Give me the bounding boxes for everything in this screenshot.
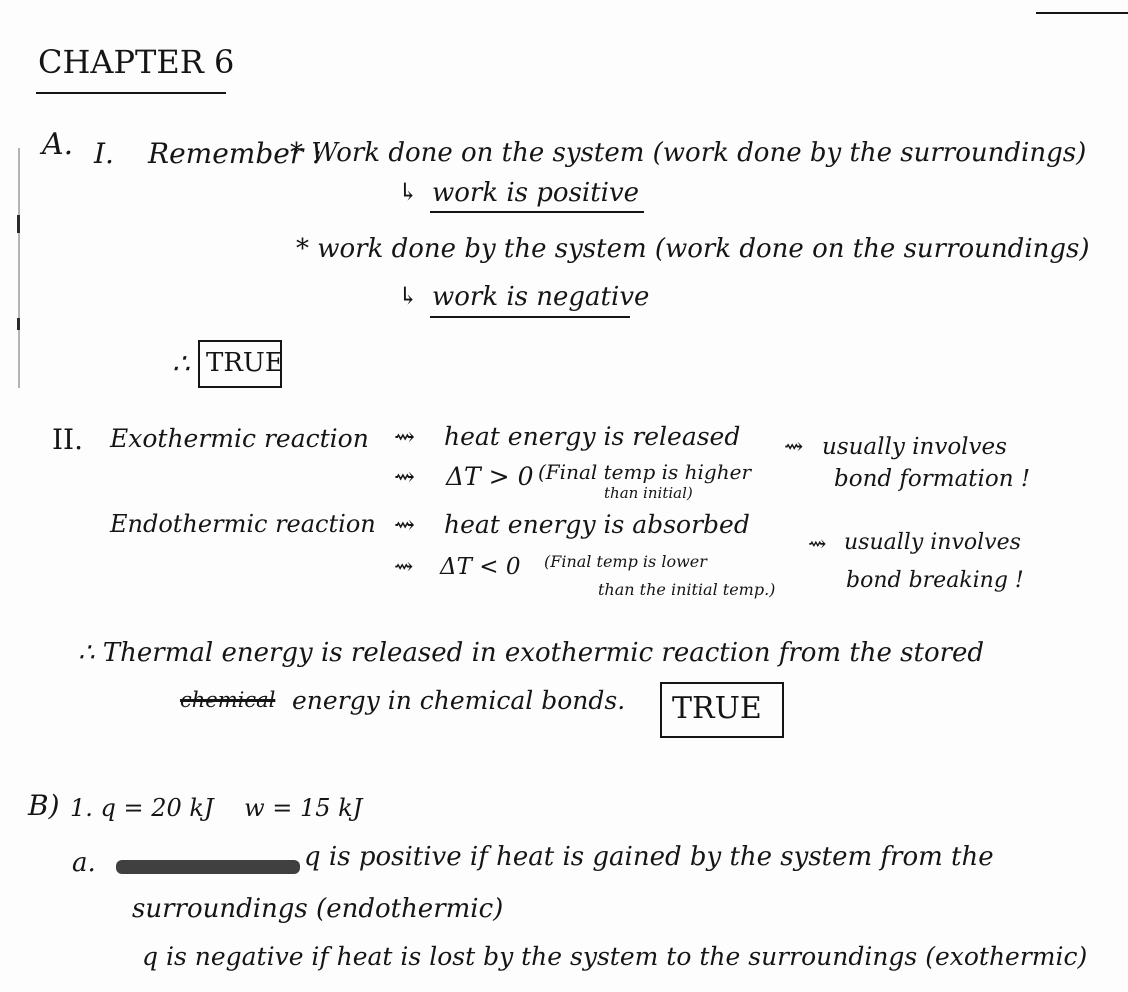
endo-delta-t: ΔT < 0 xyxy=(440,554,521,580)
endo-heat-absorbed: heat energy is absorbed xyxy=(444,510,750,539)
page-edge-line xyxy=(1036,12,1128,14)
arrow-icon: ↳ xyxy=(398,282,419,310)
squiggle-arrow-icon: ⇝ xyxy=(394,462,415,491)
exothermic-label: Exothermic reaction xyxy=(110,424,369,453)
exo-side-note-line1: usually involves xyxy=(822,434,1007,460)
work-by-system-line: * work done by the system (work done on the surroundings) xyxy=(296,234,1090,264)
chapter-title: CHAPTER 6 xyxy=(38,43,235,81)
conclusion-line1: ∴ Thermal energy is released in exothermic reaction from the stored xyxy=(78,638,985,668)
endo-side-note-line1: usually involves xyxy=(844,530,1021,555)
exo-temp-note-line1: (Final temp is higher xyxy=(538,460,752,484)
squiggle-arrow-icon: ⇝ xyxy=(784,434,804,460)
binder-mark xyxy=(17,318,20,330)
arrow-icon: ↳ xyxy=(398,178,419,206)
endo-temp-note-line2: than the initial temp.) xyxy=(598,580,776,599)
work-on-system-line: * Work done on the system (work done by the surroundings) xyxy=(290,138,1087,168)
q-negative-line: q is negative if heat is lost by the system to the surroundings (exothermic) xyxy=(142,942,1088,971)
section-i-label: I. xyxy=(94,137,114,170)
exo-delta-t: ΔT > 0 xyxy=(446,462,534,491)
sub-a-label: a. xyxy=(72,848,96,878)
conclusion-line2: energy in chemical bonds. xyxy=(292,686,626,715)
endo-temp-note-line1: (Final temp is lower xyxy=(544,552,707,571)
answer-true: TRUE xyxy=(206,348,284,378)
q-positive-line: q is positive if heat is gained by the system from the xyxy=(304,842,994,872)
chapter-title-underline xyxy=(36,92,226,94)
part-b-label: B) xyxy=(28,789,60,822)
part-a-label: A. xyxy=(42,127,74,162)
given-values: 1. q = 20 kJ w = 15 kJ xyxy=(70,794,363,822)
work-positive-underline xyxy=(430,211,644,213)
work-negative-underline xyxy=(430,316,630,318)
exo-temp-note-line2: than initial) xyxy=(604,484,693,502)
therefore-symbol: ∴ xyxy=(172,347,190,380)
exo-side-note-line2: bond formation ! xyxy=(834,466,1031,492)
answer-true: TRUE xyxy=(672,691,762,726)
squiggle-arrow-icon: ⇝ xyxy=(394,554,414,580)
struck-word-chemical: chemical xyxy=(180,688,276,712)
scribbled-out-text xyxy=(116,860,300,874)
endo-side-note-line2: bond breaking ! xyxy=(846,568,1024,593)
section-ii-label: II. xyxy=(52,423,84,456)
q-positive-line-cont: surroundings (endothermic) xyxy=(132,894,504,924)
endothermic-label: Endothermic reaction xyxy=(110,510,376,538)
binder-mark xyxy=(18,148,20,388)
squiggle-arrow-icon: ⇝ xyxy=(394,422,415,451)
squiggle-arrow-icon: ⇝ xyxy=(394,510,415,539)
work-negative-result: work is negative xyxy=(432,282,650,312)
exo-heat-released: heat energy is released xyxy=(444,422,741,451)
binder-mark xyxy=(17,215,20,233)
work-positive-result: work is positive xyxy=(432,178,640,208)
remember-label: Remember : xyxy=(148,137,322,170)
squiggle-arrow-icon: ⇝ xyxy=(808,532,827,557)
